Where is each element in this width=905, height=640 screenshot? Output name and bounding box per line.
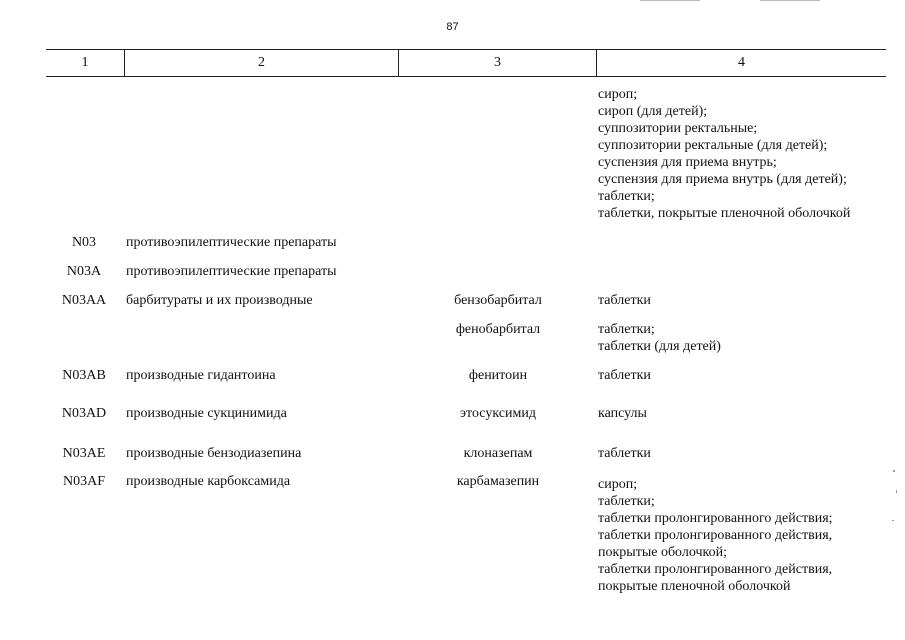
drug-name: карбамазепин xyxy=(456,474,540,489)
dosage-form: покрытые пленочной оболочкой xyxy=(598,579,791,594)
scan-speck xyxy=(896,490,897,493)
atc-code: N03AD xyxy=(61,406,107,421)
dosage-form: таблетки; xyxy=(598,494,655,509)
dosage-form: таблетки пролонгированного действия; xyxy=(598,511,833,526)
header-col-3: 3 xyxy=(494,55,501,70)
dosage-form: суппозитории ректальные (для детей); xyxy=(598,138,828,153)
dosage-form: таблетки xyxy=(598,293,651,308)
dosage-form: сироп (для детей); xyxy=(598,104,708,119)
continuation-forms xyxy=(598,86,850,222)
pharmacological-group: производные сукцинимида xyxy=(126,406,287,421)
dosage-forms xyxy=(598,445,651,462)
scan-speck xyxy=(892,520,894,521)
dosage-forms xyxy=(598,367,651,384)
scan-mark xyxy=(640,0,700,1)
dosage-form: сироп; xyxy=(598,87,638,102)
drug-name: бензобарбитал xyxy=(454,293,542,308)
atc-code: N03AE xyxy=(62,446,106,461)
header-col-2: 2 xyxy=(258,55,265,70)
dosage-form: суспензия для приема внутрь (для детей); xyxy=(598,172,847,187)
pharmacological-group: производные бензодиазепина xyxy=(126,446,302,461)
dosage-form: таблетки пролонгированного действия, xyxy=(598,562,833,577)
dosage-form: покрытые оболочкой; xyxy=(598,545,728,560)
dosage-forms xyxy=(598,321,721,355)
dosage-forms xyxy=(598,405,647,422)
dosage-form: таблетки; xyxy=(598,322,655,337)
scan-mark xyxy=(760,0,820,1)
dosage-form: капсулы xyxy=(598,406,647,421)
dosage-forms xyxy=(598,476,833,595)
dosage-form: таблетки xyxy=(598,368,651,383)
dosage-form: таблетки xyxy=(598,446,651,461)
drug-name: фенитоин xyxy=(468,368,528,383)
pharmacological-group: противоэпилептические препараты xyxy=(126,235,337,250)
atc-code: N03A xyxy=(66,264,102,279)
atc-code: N03AF xyxy=(62,474,105,489)
dosage-form: таблетки пролонгированного действия, xyxy=(598,528,833,543)
pharmacological-group: производные карбоксамида xyxy=(126,474,291,489)
dosage-form: таблетки; xyxy=(598,189,655,204)
pharmacological-group: барбитураты и их производные xyxy=(126,293,313,308)
drug-name: клоназепам xyxy=(463,446,533,461)
dosage-form: суспензия для приема внутрь; xyxy=(598,155,777,170)
header-col-4: 4 xyxy=(738,55,745,70)
atc-code: N03AA xyxy=(61,293,107,308)
table-header xyxy=(46,49,886,77)
pharmacological-group: противоэпилептические препараты xyxy=(126,264,337,279)
header-col-1: 1 xyxy=(81,55,89,70)
page-number: 87 xyxy=(446,21,459,33)
dosage-form: таблетки (для детей) xyxy=(598,339,721,354)
drug-name: этосуксимид xyxy=(460,406,536,421)
dosage-form: сироп; xyxy=(598,477,638,492)
pharmacological-group: производные гидантоина xyxy=(126,368,276,383)
drug-name: фенобарбитал xyxy=(455,322,541,337)
dosage-form: суппозитории ректальные; xyxy=(598,121,758,136)
atc-code: N03AB xyxy=(62,368,106,383)
dosage-forms xyxy=(598,292,651,309)
dosage-form: таблетки, покрытые пленочной оболочкой xyxy=(598,206,851,221)
scan-speck xyxy=(893,470,895,472)
atc-code: N03 xyxy=(71,235,97,250)
